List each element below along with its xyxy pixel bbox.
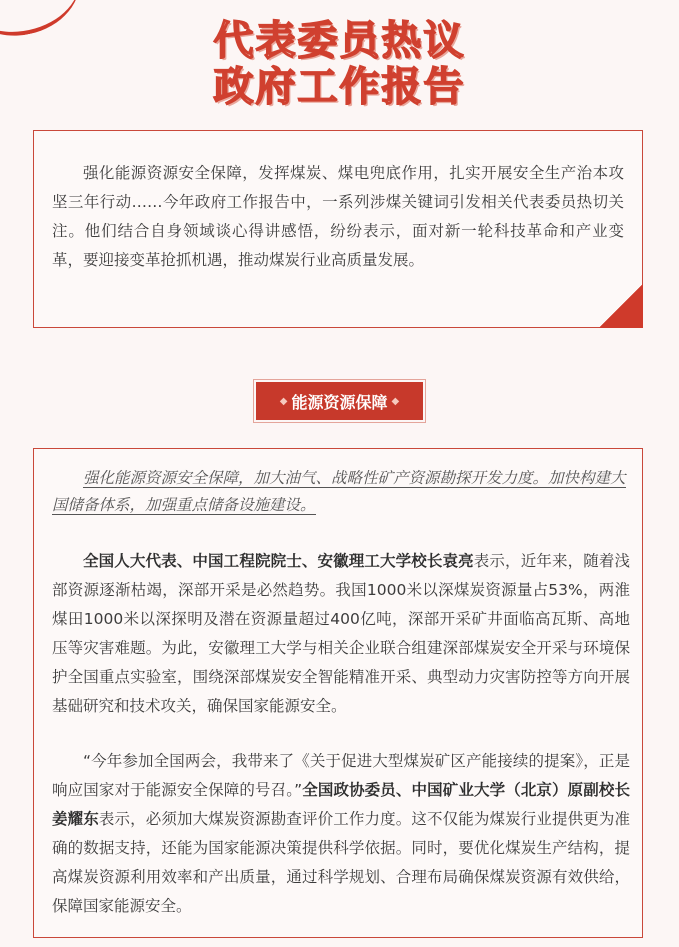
speaker-name: 全国人大代表、中国工程院院士、安徽理工大学校长袁亮: [83, 552, 474, 570]
paragraph-text: “今年参加全国两会，我带来了《关于促进大型煤炭矿区产能接续的提案》，正是响应国家对于能源安全保障的号召。”: [52, 752, 630, 799]
section-tag: [256, 382, 423, 420]
title-line-1: 代表委员热议: [213, 18, 466, 64]
paragraph-1: [52, 547, 630, 721]
intro-text: 强化能源资源安全保障，发挥煤炭、煤电兜底作用，扎实开展安全生产治本攻坚三年行动……今年政府工作报告中，一系列涉煤关键词引发相关代表委员热切关注。他们结合自身领域谈心得讲感悟，纷纷表示，面对新一轮科技革命和产业变革，要迎接变革抢抓机遇，推动煤炭行业高质量发展。: [52, 164, 624, 269]
paragraph-2: [52, 747, 630, 921]
paragraph-text: 表示，必须加大煤炭资源勘查评价工作力度。这不仅能为煤炭行业提供更为准确的数据支持，还能为国家能源决策提供科学依据。同时，要优化煤炭生产结构，提高煤炭资源利用效率和产出质量，通过科学规划、合理布局确保煤炭资源有效供给，保障国家能源安全。: [52, 810, 630, 915]
content-box: [33, 448, 643, 938]
speaker-name: 全国政协委员、中国矿业大学（北京）原副校长姜耀东: [52, 781, 630, 828]
section-tag-label: 能源资源保障: [291, 392, 388, 412]
intro-box: [33, 130, 643, 328]
report-quote-text: 强化能源资源安全保障，加大油气、战略性矿产资源勘探开发力度。加快构建大国储备体系，加强重点储备设施建设。: [52, 469, 626, 514]
paragraph-text: 表示，近年来，随着浅部资源逐渐枯竭，深部开采是必然趋势。我国1000米以深煤炭资源量占53%，两淮煤田1000米以深探明及潜在资源量超过400亿吨，深部开采矿井面临高瓦斯、高地压等灾害难题。为此，安徽理工大学与相关企业联合组建深部煤炭安全开采与环境保护全国重点实验室，围绕深部煤炭安全智能精准开采、典型动力灾害防控等方向开展基础研究和技术攻关，确保国家能源安全。: [52, 552, 630, 715]
diamond-icon: ◆: [279, 395, 288, 407]
page-title: [0, 18, 679, 110]
diamond-icon: ◆: [391, 395, 400, 407]
folded-corner-decoration: [599, 284, 643, 328]
report-quote: [52, 465, 630, 519]
title-line-2: 政府工作报告: [213, 64, 466, 110]
